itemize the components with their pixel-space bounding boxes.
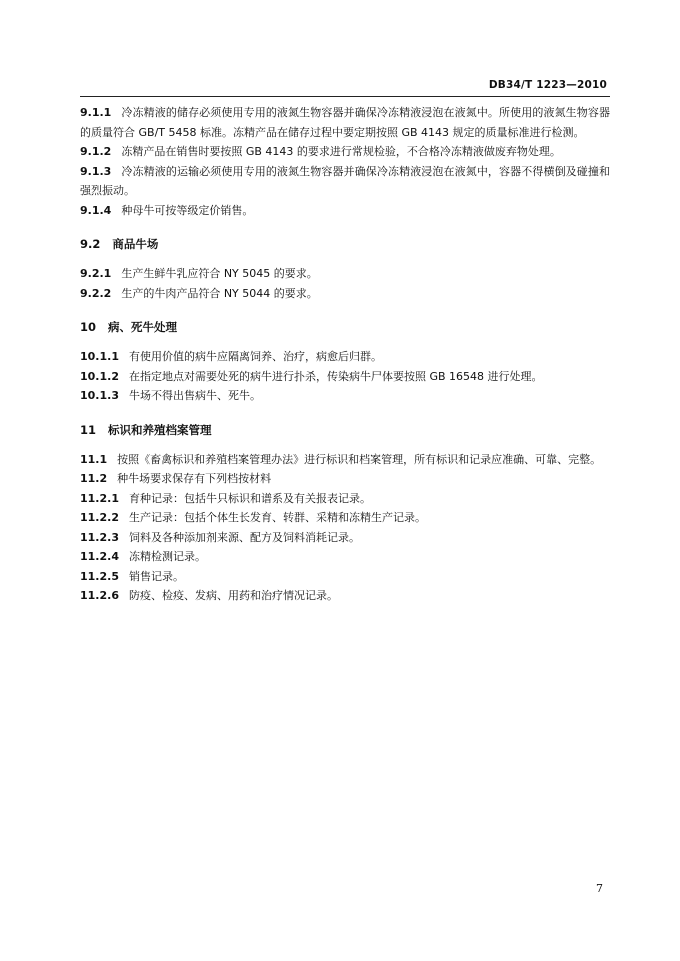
clause-text: 生产的牛肉产品符合 NY 5044 的要求。 (121, 286, 318, 300)
clause-11-2-2 (80, 508, 610, 528)
clause-text: 种母牛可按等级定价销售。 (121, 203, 254, 217)
clause-number: 11.2.3 (80, 530, 119, 544)
clause-9-1-1 (80, 103, 610, 142)
clause-number: 10.1.2 (80, 369, 119, 383)
clause-text: 育种记录：包括牛只标识和谱系及有关报表记录。 (128, 491, 371, 505)
clause-11-2 (80, 469, 610, 489)
clause-11-2-5 (80, 567, 610, 587)
clause-number: 10.1.1 (80, 350, 119, 363)
clause-10-1-1 (80, 347, 610, 367)
clause-number: 9.1.4 (80, 203, 112, 217)
clause-text: 冷冻精液的储存必须使用专用的液氮生物容器并确保冷冻精液浸泡在液氮中。所使用的液氮生物容器的质量符合 GB/T 5458 标准。冻精产品在储存过程中要定期按照 GB 4143 规定的质量标准进行检测。 (80, 106, 610, 139)
clause-number: 11.2.2 (80, 511, 119, 524)
section-title: 病、死牛处理 (108, 320, 178, 334)
header-rule (80, 96, 610, 97)
document-id: DB34/T 1223—2010 (488, 79, 607, 91)
page-body (80, 103, 610, 606)
section-heading-11 (80, 420, 610, 440)
clause-11-1 (80, 450, 610, 470)
section-number: 11 (80, 422, 97, 437)
clause-9-1-2 (80, 142, 610, 162)
clause-text: 按照《畜禽标识和养殖档案管理办法》进行标识和档案管理，所有标识和记录应准确、可靠、完整。 (117, 452, 602, 466)
clause-number: 11.2.1 (80, 491, 119, 505)
clause-9-2-2 (80, 284, 610, 304)
clause-number: 9.2.2 (80, 286, 112, 300)
clause-10-1-2 (80, 367, 610, 387)
section-title: 标识和养殖档案管理 (108, 422, 212, 437)
clause-text: 销售记录。 (128, 569, 184, 583)
clause-number: 11.1 (80, 452, 108, 466)
clause-11-2-1 (80, 489, 610, 509)
clause-text: 冻精产品在销售时要按照 GB 4143 的要求进行常规检验，不合格冷冻精液做废弃物处理。 (121, 145, 561, 158)
section-number: 10 (80, 320, 97, 334)
clause-number: 11.2.5 (80, 569, 119, 583)
clause-number: 9.2.1 (80, 267, 112, 280)
clause-number: 9.1.1 (80, 106, 112, 119)
clause-text: 冷冻精液的运输必须使用专用的液氮生物容器并确保冷冻精液浸泡在液氮中，容器不得横倒及碰撞和强烈振动。 (80, 164, 610, 197)
clause-text: 有使用价值的病牛应隔离饲养、治疗，病愈后归群。 (128, 350, 382, 363)
clause-number: 9.1.3 (80, 164, 112, 178)
page-number: 7 (596, 882, 603, 895)
clause-text: 生产记录：包括个体生长发育、转群、采精和冻精生产记录。 (128, 511, 426, 524)
clause-text: 在指定地点对需要处死的病牛进行扑杀，传染病牛尸体要按照 GB 16548 进行处理。 (128, 369, 543, 383)
clause-9-1-3 (80, 162, 610, 201)
clause-text: 种牛场要求保存有下列档按材料 (117, 472, 272, 485)
section-number: 9.2 (80, 237, 101, 251)
clause-text: 牛场不得出售病牛、死牛。 (128, 389, 261, 402)
clause-9-2-1 (80, 264, 610, 284)
clause-text: 冻精检测记录。 (128, 550, 206, 563)
clause-11-2-3 (80, 528, 610, 548)
clause-11-2-6 (80, 586, 610, 606)
clause-number: 9.1.2 (80, 145, 112, 158)
clause-11-2-4 (80, 547, 610, 567)
clause-text: 防疫、检疫、发病、用药和治疗情况记录。 (128, 589, 338, 602)
clause-number: 11.2.6 (80, 589, 119, 602)
section-heading-10 (80, 317, 610, 337)
clause-10-1-3 (80, 386, 610, 406)
clause-number: 11.2.4 (80, 550, 119, 563)
clause-number: 11.2 (80, 472, 108, 485)
section-title: 商品牛场 (112, 237, 159, 251)
clause-text: 饲料及各种添加剂来源、配方及饲料消耗记录。 (128, 530, 360, 544)
section-heading-9-2 (80, 234, 610, 254)
clause-number: 10.1.3 (80, 389, 119, 402)
clause-9-1-4 (80, 201, 610, 221)
clause-text: 生产生鲜牛乳应符合 NY 5045 的要求。 (121, 267, 318, 280)
